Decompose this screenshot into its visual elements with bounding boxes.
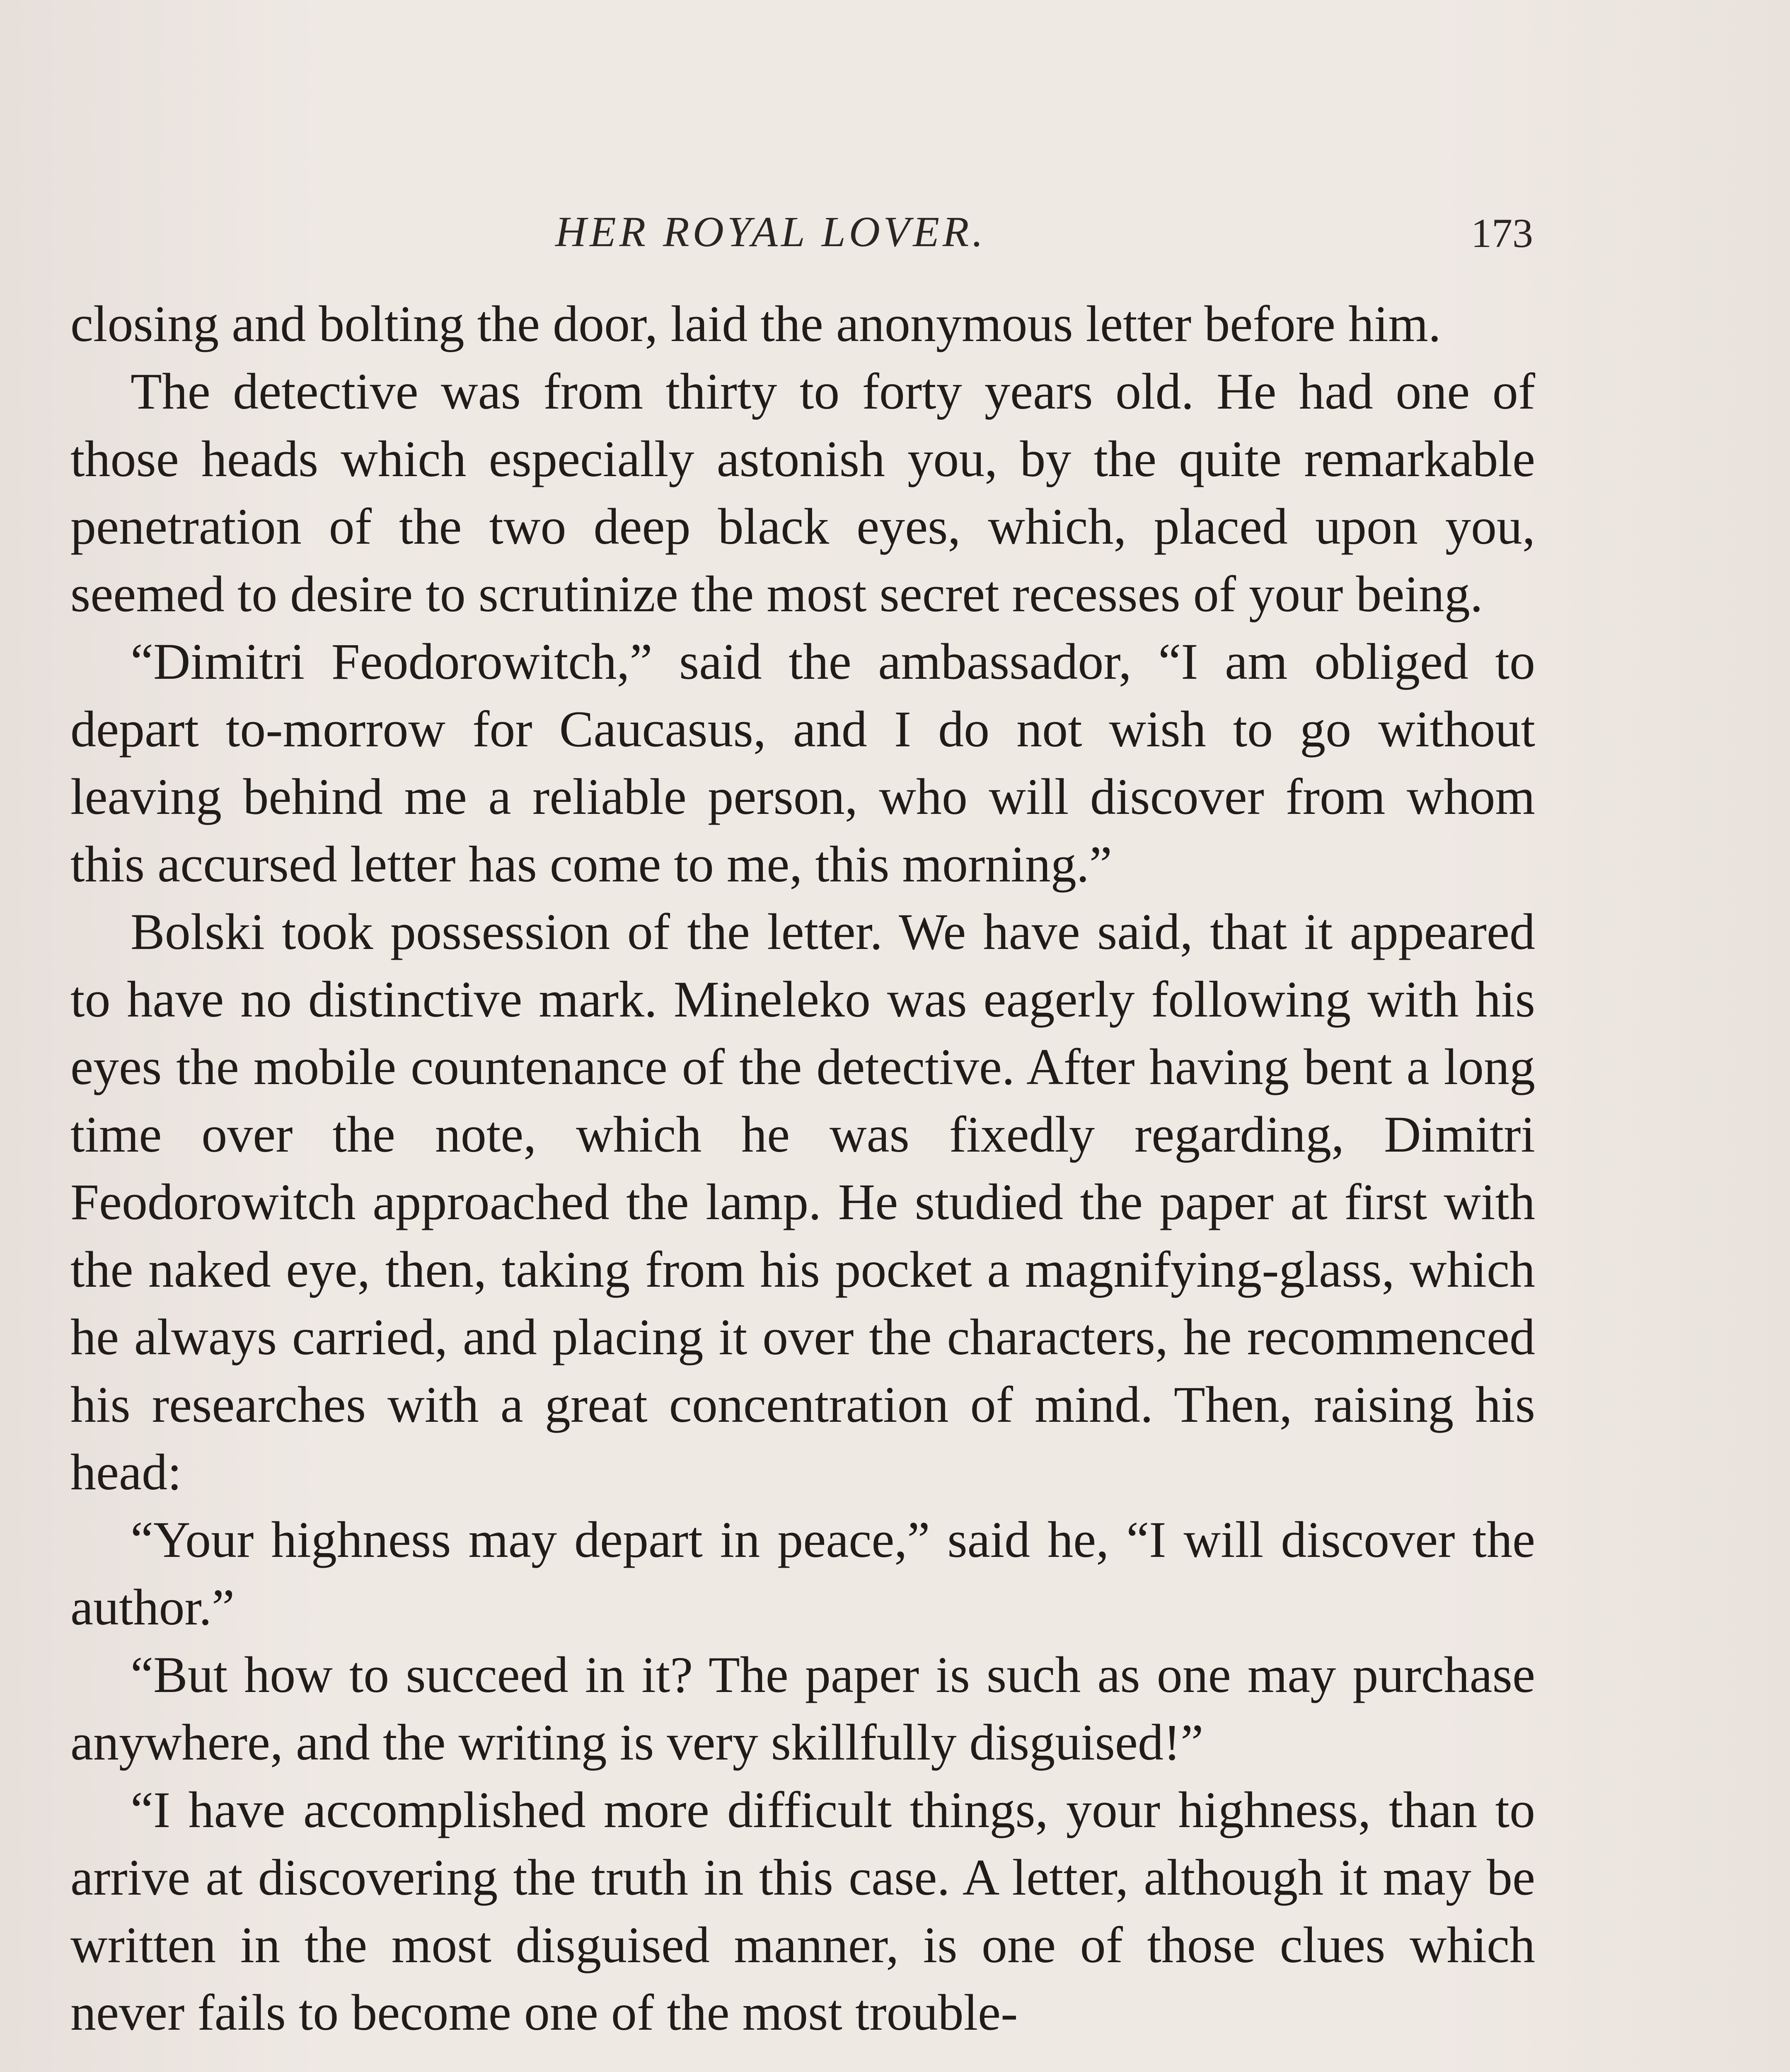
paragraph-ambassador-doubt: “But how to succeed in it? The paper is such as one may purchase anywhere, and the writing is very skillfully disguised!” xyxy=(70,1646,1535,1771)
paragraph-bolski-examination: Bolski took possession of the letter. We have said, that it appeared to have no distinctive mark. Mineleko was eagerly following with his eyes the mobile countenance of the detective. After having bent a long time over the note, which he was fixedly regarding, Dimitri Feodorowitch approached the lamp. He studied the paper at first with the naked eye, then, taking from his pocket a magnifying-glass, which he always carried, and placing it over the characters, he recommenced his researches with a great concentration of mind. Then, raising his head: xyxy=(70,903,1535,1501)
paragraph-detective-reply: “Your highness may depart in peace,” said he, “I will discover the author.” xyxy=(70,1511,1535,1636)
paragraph-continuation: closing and bolting the door, laid the anonymous letter before him. xyxy=(70,295,1441,352)
paragraph-detective-assurance: “I have accomplished more difficult things, your highness, than to arrive at discovering the truth in this case. A letter, although it may be written in the most disguised manner, is one of those clues which never fails to become one of the most trouble- xyxy=(70,1782,1535,2041)
body-text xyxy=(70,290,1535,2046)
paragraph-ambassador-speech: “Dimitri Feodorowitch,” said the ambassador, “I am obliged to depart to-morrow for Caucasus, and I do not wish to go without leaving behind me a reliable person, who will discover from whom this accursed letter has come to me, this morning.” xyxy=(70,633,1535,893)
running-title: HER ROYAL LOVER. xyxy=(555,208,987,256)
paragraph-detective-description: The detective was from thirty to forty years old. He had one of those heads which especially astonish you, by the quite remarkable penetration of the two deep black eyes, which, placed upon you, seemed to desire to scrutinize the most secret recesses of your being. xyxy=(70,363,1535,622)
page-number: 173 xyxy=(1471,210,1533,256)
